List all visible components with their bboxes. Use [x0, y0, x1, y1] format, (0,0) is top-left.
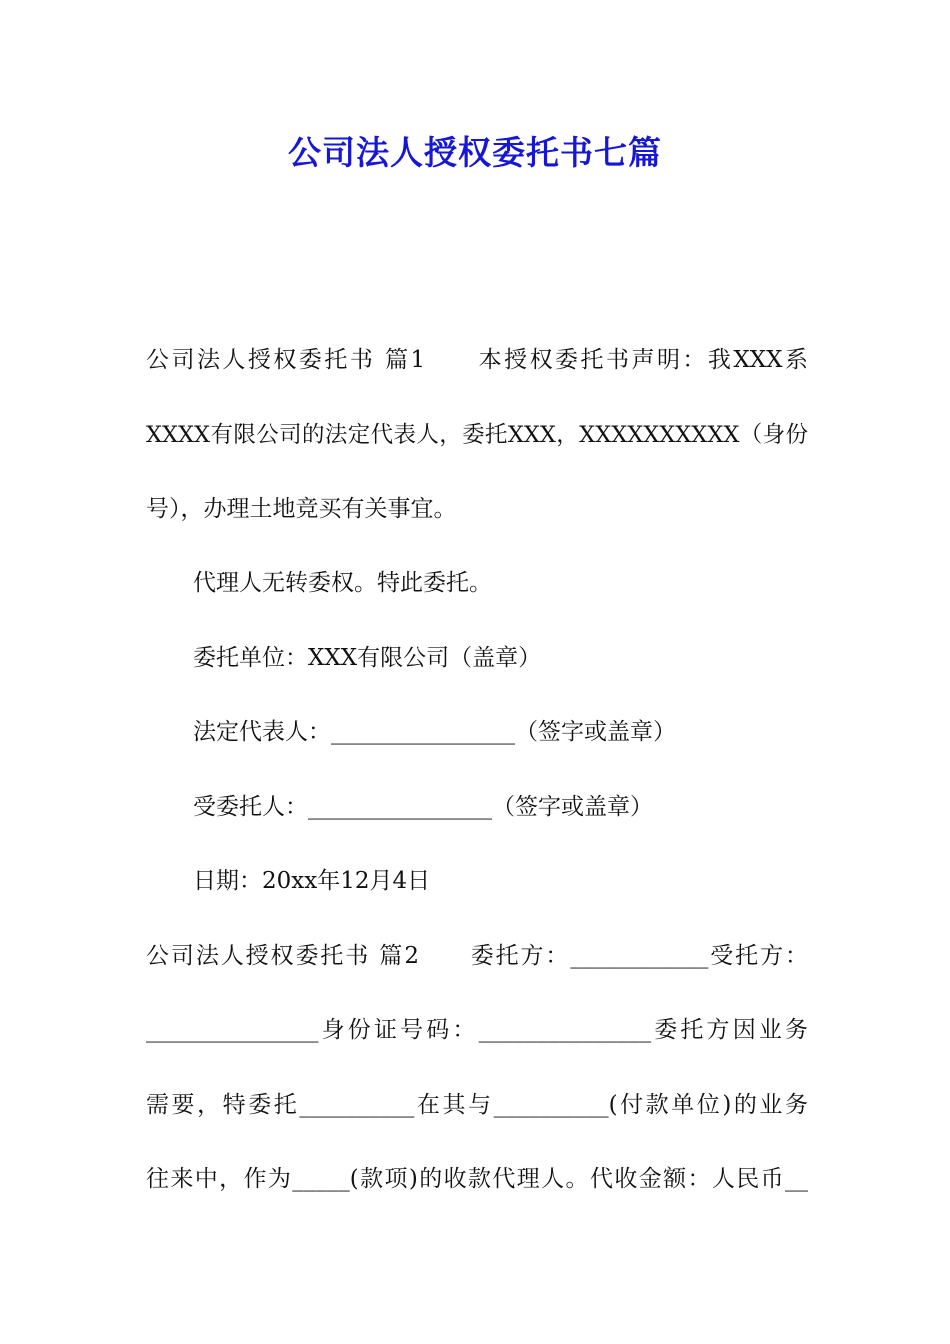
document-title: 公司法人授权委托书七篇 — [288, 133, 662, 172]
paragraph-line: XXXX有限公司的法定代表人，委托XXX，XXXXXXXXXX（身份 — [146, 422, 808, 448]
paragraph-line: 需要，特委托__________在其与__________(付款单位)的业务 — [146, 1092, 808, 1118]
paragraph-line: 委托单位：XXX有限公司（盖章） — [193, 645, 542, 671]
paragraph-line: 代理人无转委权。特此委托。 — [193, 570, 492, 596]
paragraph-line: 往来中，作为_____(款项)的收款代理人。代收金额：人民币__ — [146, 1166, 808, 1192]
paragraph-line: _______________身份证号码：_______________委托方因业务 — [146, 1017, 808, 1043]
signature-line-legal-representative: 法定代表人：________________（签字或盖章） — [193, 719, 676, 745]
date-line: 日期：20xx年12月4日 — [193, 868, 431, 894]
signature-line-trustee: 受委托人：________________（签字或盖章） — [193, 794, 653, 820]
paragraph-line: 号），办理土地竞买有关事宜。 — [146, 496, 457, 522]
paragraph-line: 公司法人授权委托书 篇1 本授权委托书声明：我XXX系 — [146, 347, 808, 373]
paragraph-line: 公司法人授权委托书 篇2 委托方：____________受托方： — [146, 943, 808, 969]
